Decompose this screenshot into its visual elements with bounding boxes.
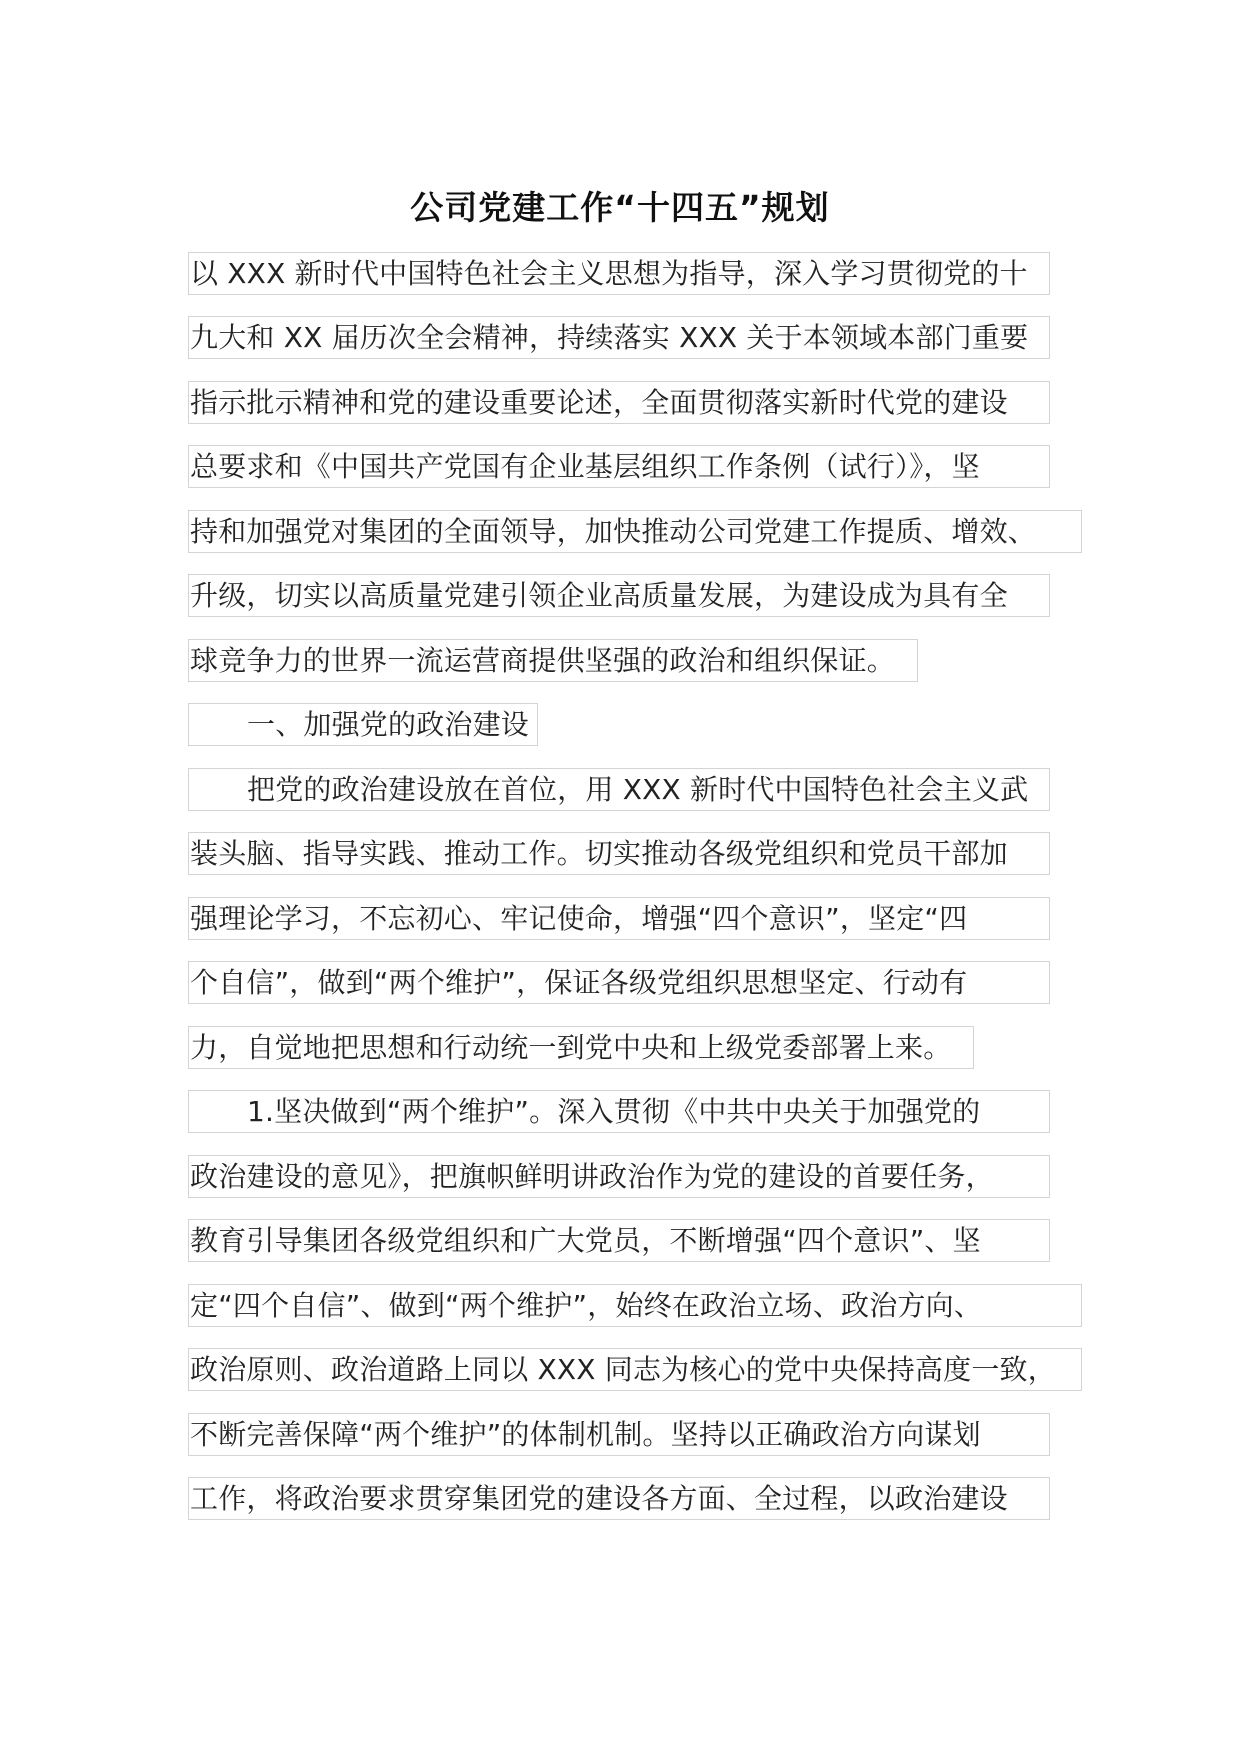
text-line: 装头脑、指导实践、推动工作。切实推动各级党组织和党员干部加 [188,832,1050,875]
text-line: 总要求和《中国共产党国有企业基层组织工作条例（试行）》，坚 [188,445,1050,488]
text-line: 工作，将政治要求贯穿集团党的建设各方面、全过程，以政治建设 [188,1477,1050,1520]
text-line: 以 XXX 新时代中国特色社会主义思想为指导，深入学习贯彻党的十 [188,252,1050,295]
document-title: 公司党建工作“十四五”规划 [410,188,830,227]
text-line: 球竞争力的世界一流运营商提供坚强的政治和组织保证。 [188,639,918,682]
text-line: 教育引导集团各级党组织和广大党员，不断增强“四个意识”、坚 [188,1219,1050,1262]
text-line: 政治原则、政治道路上同以 XXX 同志为核心的党中央保持高度一致， [188,1348,1082,1391]
text-line: 九大和 XX 届历次全会精神，持续落实 XXX 关于本领域本部门重要 [188,316,1050,359]
section-heading: 一、加强党的政治建设 [188,703,538,746]
text-line: 持和加强党对集团的全面领导，加快推动公司党建工作提质、增效、 [188,510,1082,553]
text-line: 把党的政治建设放在首位，用 XXX 新时代中国特色社会主义武 [188,768,1050,811]
text-line: 政治建设的意见》，把旗帜鲜明讲政治作为党的建设的首要任务， [188,1155,1050,1198]
text-line: 个自信”，做到“两个维护”，保证各级党组织思想坚定、行动有 [188,961,1050,1004]
text-line: 力，自觉地把思想和行动统一到党中央和上级党委部署上来。 [188,1026,974,1069]
text-line: 1.坚决做到“两个维护”。深入贯彻《中共中央关于加强党的 [188,1090,1050,1133]
text-line: 不断完善保障“两个维护”的体制机制。坚持以正确政治方向谋划 [188,1413,1050,1456]
text-line: 强理论学习，不忘初心、牢记使命，增强“四个意识”，坚定“四 [188,897,1050,940]
text-line: 升级，切实以高质量党建引领企业高质量发展，为建设成为具有全 [188,574,1050,617]
text-line: 指示批示精神和党的建设重要论述，全面贯彻落实新时代党的建设 [188,381,1050,424]
text-line: 定“四个自信”、做到“两个维护”，始终在政治立场、政治方向、 [188,1284,1082,1327]
